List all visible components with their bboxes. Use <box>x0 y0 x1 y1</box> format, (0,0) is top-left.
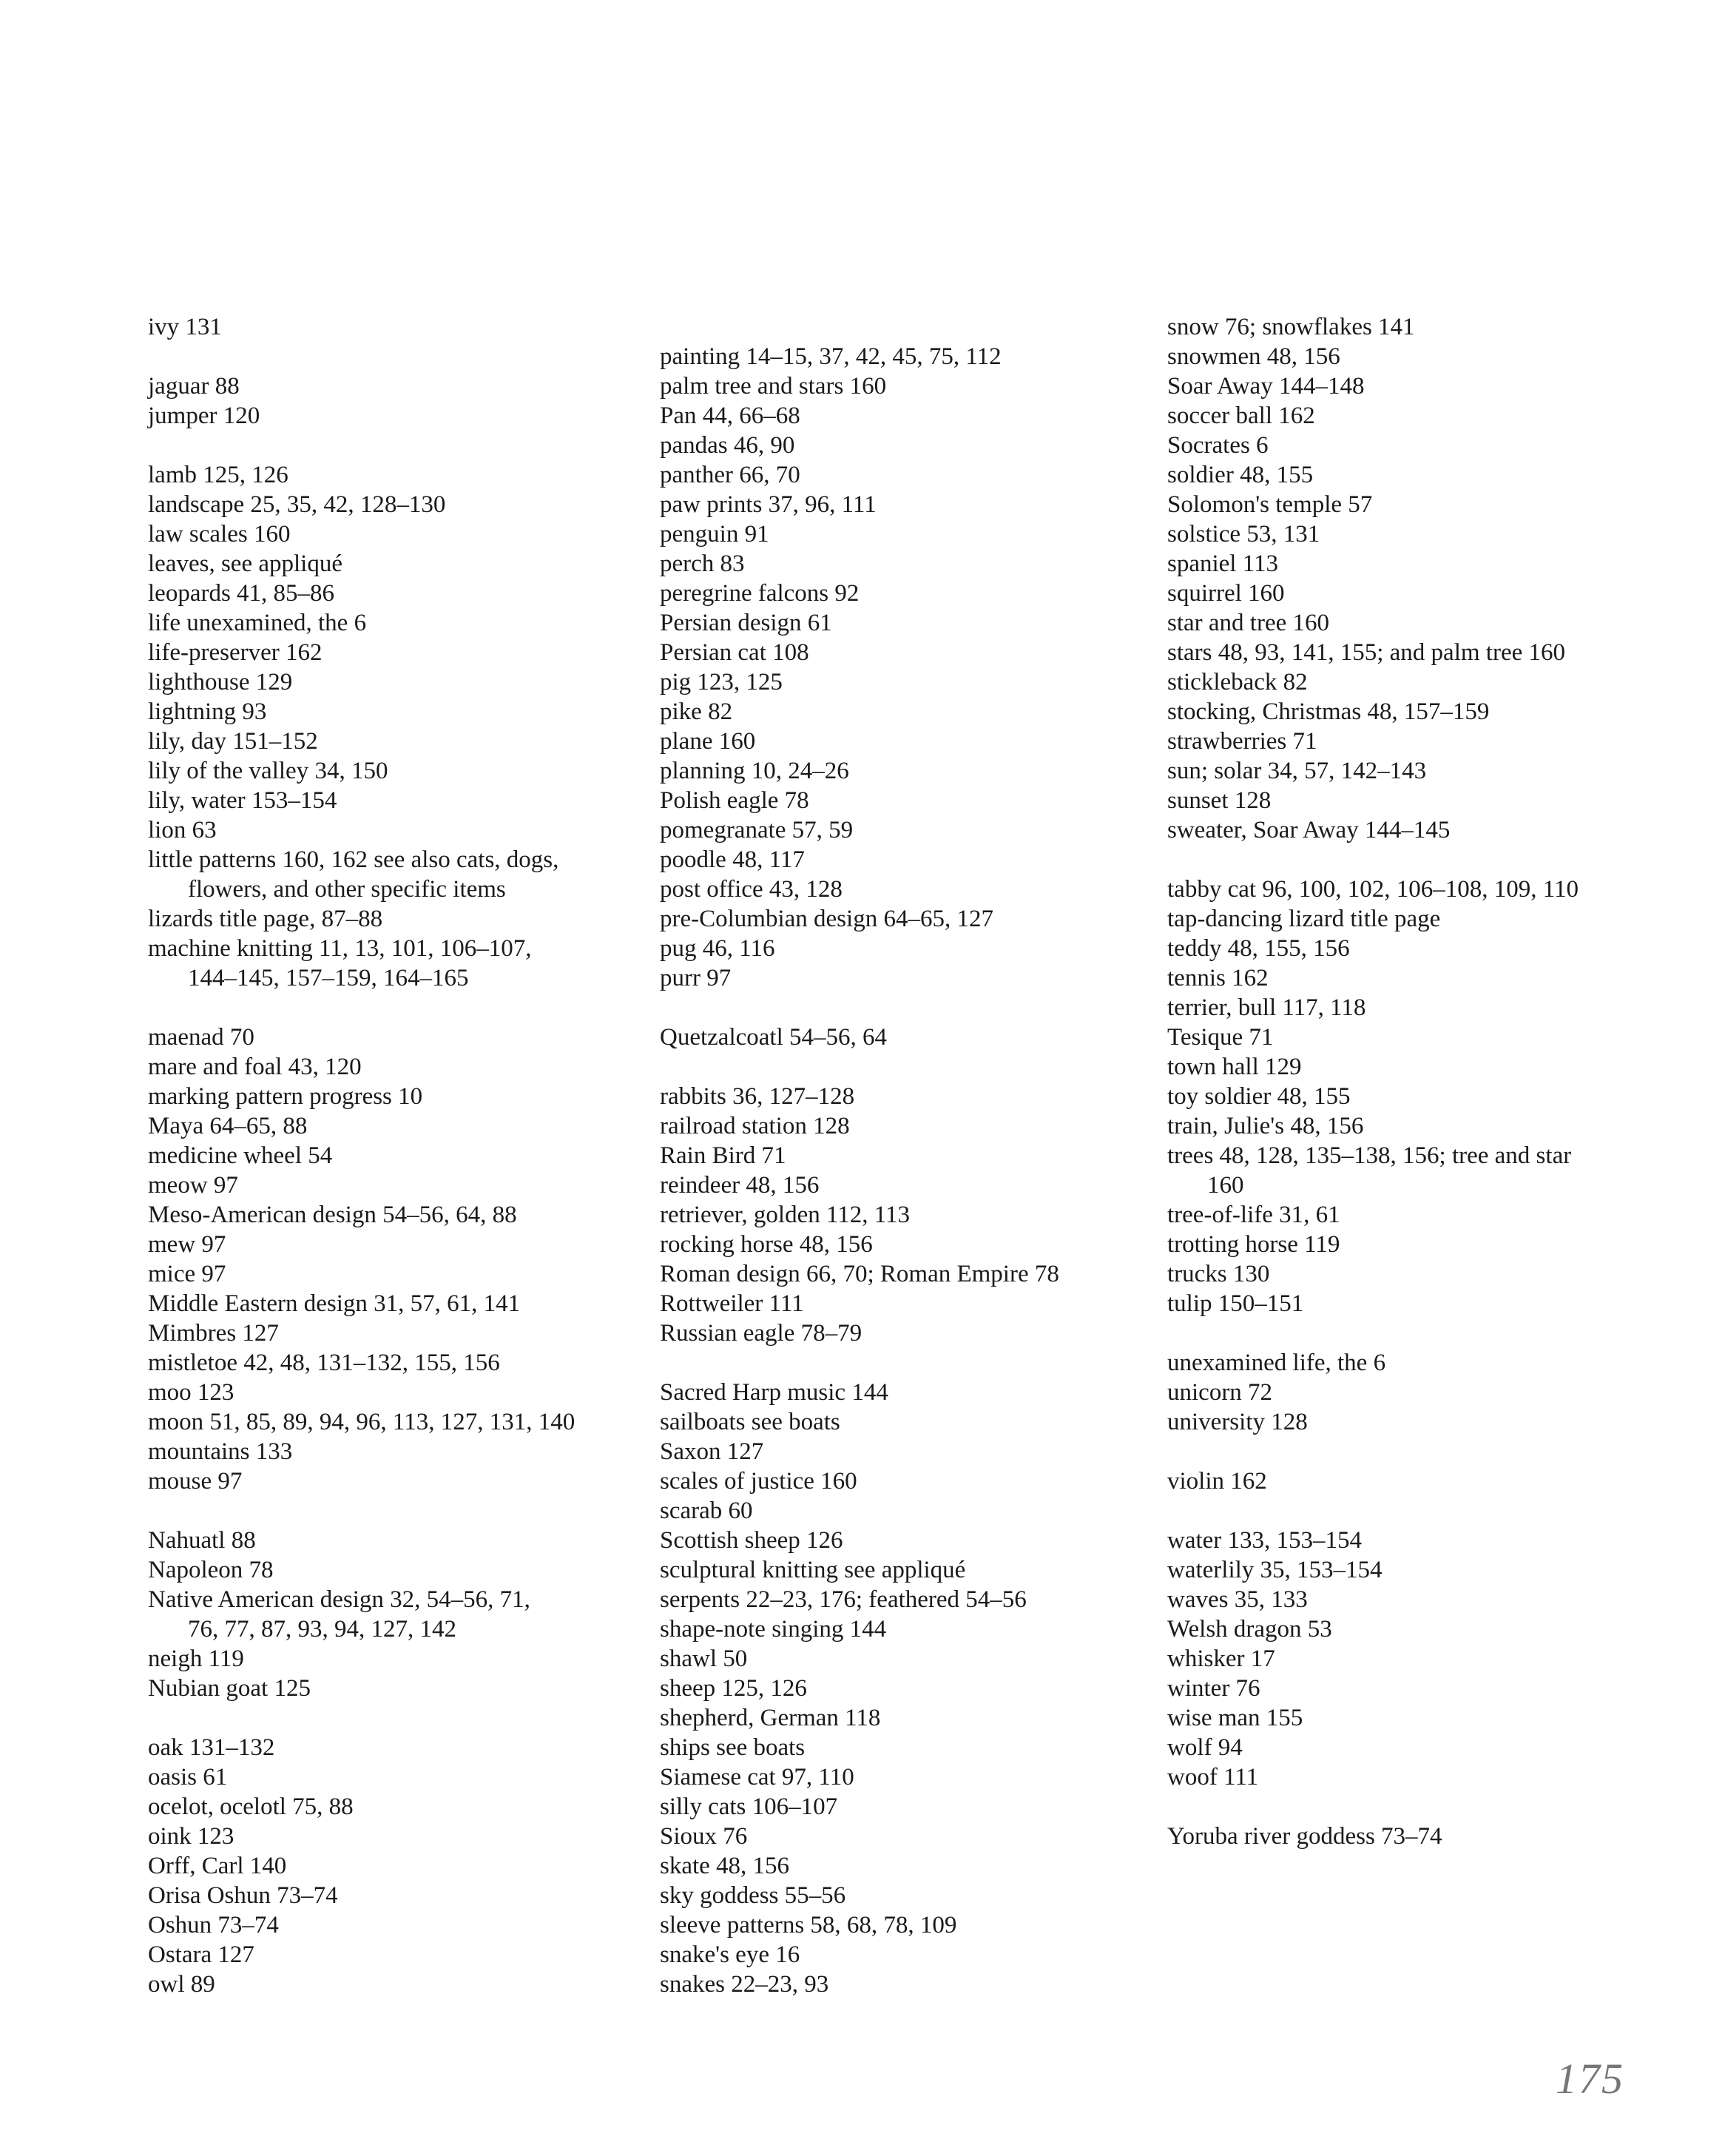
index-entry: neigh 119 <box>148 1645 244 1672</box>
index-entry: trotting horse 119 <box>1167 1231 1340 1258</box>
index-entry: 160 <box>1207 1172 1244 1199</box>
index-entry: mice 97 <box>148 1261 226 1287</box>
index-entry: jaguar 88 <box>148 373 240 400</box>
index-entry: lily, water 153–154 <box>148 787 337 814</box>
index-entry: mare and foal 43, 120 <box>148 1054 362 1080</box>
index-entry: lily of the valley 34, 150 <box>148 758 388 784</box>
index-entry: town hall 129 <box>1167 1054 1302 1080</box>
index-entry: tap-dancing lizard title page <box>1167 906 1441 932</box>
index-entry: perch 83 <box>660 550 745 577</box>
index-spacer <box>1167 1496 1685 1526</box>
index-entry: snowmen 48, 156 <box>1167 343 1340 370</box>
index-entry: water 133, 153–154 <box>1167 1527 1363 1554</box>
index-entry: pug 46, 116 <box>660 935 775 962</box>
index-entry: lightning 93 <box>148 698 267 725</box>
index-entry: Oshun 73–74 <box>148 1912 279 1938</box>
index-entry: little patterns 160, 162 see also cats, dogs, <box>148 846 559 873</box>
index-entry: oak 131–132 <box>148 1734 275 1761</box>
index-entry: leaves, see appliqué <box>148 550 342 577</box>
index-entry: pike 82 <box>660 698 733 725</box>
index-spacer <box>148 342 621 371</box>
page-number: 175 <box>1556 2055 1624 2103</box>
index-entry: 144–145, 157–159, 164–165 <box>188 965 469 991</box>
index-spacer <box>1167 845 1685 875</box>
index-entry: pandas 46, 90 <box>660 432 795 459</box>
index-entry: unicorn 72 <box>1167 1379 1273 1406</box>
index-entry: whisker 17 <box>1167 1645 1275 1672</box>
index-entry: tennis 162 <box>1167 965 1269 991</box>
index-entry: Napoleon 78 <box>148 1557 274 1583</box>
index-entry: tree-of-life 31, 61 <box>1167 1202 1340 1228</box>
index-entry: lion 63 <box>148 817 217 843</box>
index-entry: snakes 22–23, 93 <box>660 1971 829 1998</box>
index-spacer <box>148 1496 621 1526</box>
index-entry: waterlily 35, 153–154 <box>1167 1557 1383 1583</box>
index-entry: lighthouse 129 <box>148 669 293 695</box>
index-entry: medicine wheel 54 <box>148 1142 333 1169</box>
index-entry: law scales 160 <box>148 521 291 548</box>
index-entry: sweater, Soar Away 144–145 <box>1167 817 1451 843</box>
index-entry: ships see boats <box>660 1734 806 1761</box>
index-entry: planning 10, 24–26 <box>660 758 849 784</box>
index-entry: Russian eagle 78–79 <box>660 1320 862 1347</box>
index-spacer <box>148 993 621 1023</box>
index-entry: wolf 94 <box>1167 1734 1243 1761</box>
index-entry: penguin 91 <box>660 521 769 548</box>
index-entry: trucks 130 <box>1167 1261 1270 1287</box>
index-entry: Siamese cat 97, 110 <box>660 1764 854 1791</box>
index-entry: trees 48, 128, 135–138, 156; tree and star <box>1167 1142 1572 1169</box>
index-entry: scarab 60 <box>660 1498 753 1524</box>
index-entry: Sacred Harp music 144 <box>660 1379 888 1406</box>
index-entry: serpents 22–23, 176; feathered 54–56 <box>660 1586 1027 1613</box>
index-entry: scales of justice 160 <box>660 1468 857 1495</box>
index-entry: 76, 77, 87, 93, 94, 127, 142 <box>188 1616 456 1643</box>
index-entry: oink 123 <box>148 1823 234 1850</box>
index-entry: woof 111 <box>1167 1764 1259 1791</box>
index-spacer <box>148 1703 621 1733</box>
index-spacer <box>660 993 1148 1023</box>
index-entry: purr 97 <box>660 965 732 991</box>
index-entry: ivy 131 <box>148 314 222 340</box>
index-column-2 <box>660 342 1148 1999</box>
index-entry: violin 162 <box>1167 1468 1267 1495</box>
index-entry: pig 123, 125 <box>660 669 783 695</box>
index-column-1 <box>148 312 621 1999</box>
index-entry: strawberries 71 <box>1167 728 1317 755</box>
index-entry: spaniel 113 <box>1167 550 1278 577</box>
index-entry: soldier 48, 155 <box>1167 462 1314 488</box>
index-entry: shepherd, German 118 <box>660 1705 881 1731</box>
index-entry: sheep 125, 126 <box>660 1675 807 1702</box>
index-entry: tulip 150–151 <box>1167 1290 1304 1317</box>
index-entry: mistletoe 42, 48, 131–132, 155, 156 <box>148 1350 500 1376</box>
index-entry: lily, day 151–152 <box>148 728 318 755</box>
index-spacer <box>660 1348 1148 1378</box>
index-entry: Scottish sheep 126 <box>660 1527 843 1554</box>
index-entry: mew 97 <box>148 1231 226 1258</box>
index-entry: meow 97 <box>148 1172 238 1199</box>
index-entry: Rain Bird 71 <box>660 1142 786 1169</box>
index-entry: star and tree 160 <box>1167 610 1329 636</box>
index-entry: winter 76 <box>1167 1675 1260 1702</box>
index-entry: paw prints 37, 96, 111 <box>660 491 877 518</box>
index-entry: owl 89 <box>148 1971 215 1998</box>
index-entry: sunset 128 <box>1167 787 1272 814</box>
index-entry: Persian cat 108 <box>660 639 809 666</box>
index-entry: Roman design 66, 70; Roman Empire 78 <box>660 1261 1059 1287</box>
index-entry: stocking, Christmas 48, 157–159 <box>1167 698 1490 725</box>
index-entry: life unexamined, the 6 <box>148 610 367 636</box>
index-entry: silly cats 106–107 <box>660 1793 838 1820</box>
index-column-3 <box>1167 312 1685 1851</box>
index-spacer <box>660 1052 1148 1082</box>
index-entry: unexamined life, the 6 <box>1167 1350 1386 1376</box>
index-entry: Nubian goat 125 <box>148 1675 311 1702</box>
index-entry: Welsh dragon 53 <box>1167 1616 1332 1643</box>
index-entry: Soar Away 144–148 <box>1167 373 1365 400</box>
index-entry: Orisa Oshun 73–74 <box>148 1882 338 1909</box>
index-entry: painting 14–15, 37, 42, 45, 75, 112 <box>660 343 1002 370</box>
index-entry: marking pattern progress 10 <box>148 1083 423 1110</box>
index-entry: railroad station 128 <box>660 1113 850 1139</box>
index-entry: Saxon 127 <box>660 1438 764 1465</box>
index-entry: sky goddess 55–56 <box>660 1882 846 1909</box>
index-entry: Rottweiler 111 <box>660 1290 804 1317</box>
index-entry: sculptural knitting see appliqué <box>660 1557 966 1583</box>
index-entry: lizards title page, 87–88 <box>148 906 383 932</box>
index-entry: flowers, and other specific items <box>188 876 506 903</box>
index-entry: train, Julie's 48, 156 <box>1167 1113 1364 1139</box>
index-entry: peregrine falcons 92 <box>660 580 860 607</box>
index-entry: Solomon's temple 57 <box>1167 491 1373 518</box>
index-entry: lamb 125, 126 <box>148 462 288 488</box>
index-entry: Persian design 61 <box>660 610 832 636</box>
index-entry: rabbits 36, 127–128 <box>660 1083 855 1110</box>
index-entry: mouse 97 <box>148 1468 243 1495</box>
index-spacer <box>1167 1318 1685 1348</box>
index-entry: sailboats see boats <box>660 1409 840 1435</box>
index-entry: snow 76; snowflakes 141 <box>1167 314 1415 340</box>
index-entry: Yoruba river goddess 73–74 <box>1167 1823 1442 1850</box>
index-entry: toy soldier 48, 155 <box>1167 1083 1351 1110</box>
index-entry: pre-Columbian design 64–65, 127 <box>660 906 993 932</box>
index-entry: jumper 120 <box>148 402 260 429</box>
index-entry: Middle Eastern design 31, 57, 61, 141 <box>148 1290 521 1317</box>
index-entry: tabby cat 96, 100, 102, 106–108, 109, 110 <box>1167 876 1579 903</box>
index-entry: machine knitting 11, 13, 101, 106–107, <box>148 935 532 962</box>
index-entry: Native American design 32, 54–56, 71, <box>148 1586 530 1613</box>
index-entry: Nahuatl 88 <box>148 1527 256 1554</box>
index-entry: stickleback 82 <box>1167 669 1308 695</box>
index-entry: leopards 41, 85–86 <box>148 580 335 607</box>
index-entry: Pan 44, 66–68 <box>660 402 800 429</box>
index-entry: poodle 48, 117 <box>660 846 805 873</box>
index-entry: shawl 50 <box>660 1645 748 1672</box>
index-entry: panther 66, 70 <box>660 462 800 488</box>
index-entry: Maya 64–65, 88 <box>148 1113 308 1139</box>
index-entry: Sioux 76 <box>660 1823 748 1850</box>
index-entry: Tesique 71 <box>1167 1024 1274 1051</box>
index-entry: post office 43, 128 <box>660 876 843 903</box>
index-spacer <box>1167 1437 1685 1466</box>
index-entry: moon 51, 85, 89, 94, 96, 113, 127, 131, 140 <box>148 1409 575 1435</box>
index-entry: Polish eagle 78 <box>660 787 809 814</box>
index-entry: retriever, golden 112, 113 <box>660 1202 911 1228</box>
index-entry: landscape 25, 35, 42, 128–130 <box>148 491 446 518</box>
index-entry: waves 35, 133 <box>1167 1586 1308 1613</box>
index-entry: life-preserver 162 <box>148 639 323 666</box>
index-entry: reindeer 48, 156 <box>660 1172 820 1199</box>
index-entry: Quetzalcoatl 54–56, 64 <box>660 1024 887 1051</box>
index-entry: rocking horse 48, 156 <box>660 1231 873 1258</box>
index-entry: shape-note singing 144 <box>660 1616 887 1643</box>
index-entry: teddy 48, 155, 156 <box>1167 935 1350 962</box>
index-entry: skate 48, 156 <box>660 1853 790 1879</box>
index-entry: university 128 <box>1167 1409 1308 1435</box>
index-entry: solstice 53, 131 <box>1167 521 1320 548</box>
index-entry: Orff, Carl 140 <box>148 1853 287 1879</box>
index-spacer <box>1167 1792 1685 1822</box>
index-entry: moo 123 <box>148 1379 234 1406</box>
index-entry: Mimbres 127 <box>148 1320 279 1347</box>
index-entry: sun; solar 34, 57, 142–143 <box>1167 758 1427 784</box>
index-entry: mountains 133 <box>148 1438 293 1465</box>
index-spacer <box>148 431 621 460</box>
index-entry: soccer ball 162 <box>1167 402 1315 429</box>
index-entry: Meso-American design 54–56, 64, 88 <box>148 1202 517 1228</box>
index-entry: ocelot, ocelotl 75, 88 <box>148 1793 354 1820</box>
index-entry: palm tree and stars 160 <box>660 373 887 400</box>
index-entry: oasis 61 <box>148 1764 228 1791</box>
index-entry: maenad 70 <box>148 1024 254 1051</box>
index-entry: Socrates 6 <box>1167 432 1269 459</box>
index-entry: stars 48, 93, 141, 155; and palm tree 160 <box>1167 639 1565 666</box>
index-entry: plane 160 <box>660 728 756 755</box>
index-entry: squirrel 160 <box>1167 580 1285 607</box>
index-entry: pomegranate 57, 59 <box>660 817 854 843</box>
index-entry: snake's eye 16 <box>660 1941 800 1968</box>
index-entry: Ostara 127 <box>148 1941 254 1968</box>
index-entry: sleeve patterns 58, 68, 78, 109 <box>660 1912 957 1938</box>
index-entry: terrier, bull 117, 118 <box>1167 994 1366 1021</box>
index-entry: wise man 155 <box>1167 1705 1303 1731</box>
